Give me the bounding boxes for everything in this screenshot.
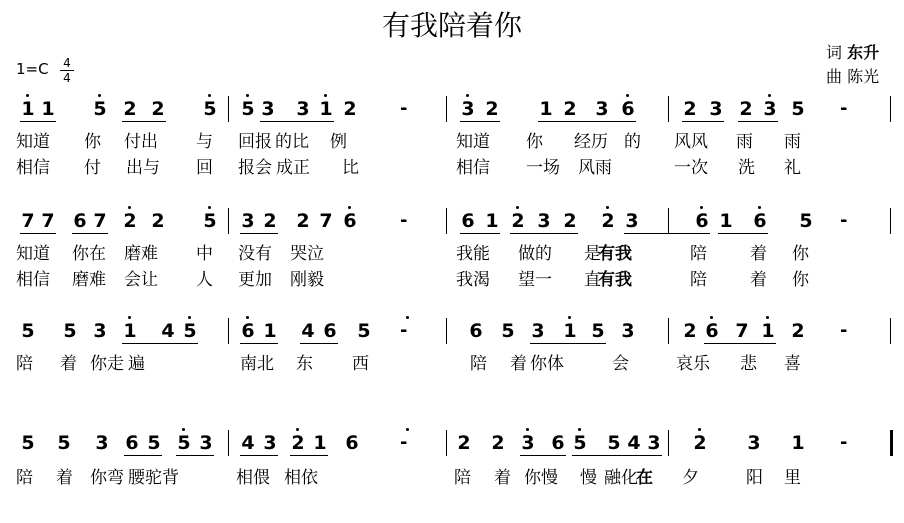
- lyric-verse-2: 人: [196, 270, 213, 290]
- jianpu-note: 1: [791, 432, 805, 454]
- octave-dot: [516, 206, 519, 209]
- beam-underline: [290, 455, 328, 456]
- jianpu-note: 2: [511, 210, 525, 232]
- octave-dot: [324, 94, 327, 97]
- bar-line: [668, 318, 669, 344]
- jianpu-note: 2: [457, 432, 471, 454]
- jianpu-note: 3: [461, 98, 475, 120]
- octave-dot: [406, 316, 409, 319]
- jianpu-note: 2: [683, 98, 697, 120]
- jianpu-note: 6: [753, 210, 767, 232]
- bar-line: [446, 96, 447, 122]
- jianpu-note: 1: [263, 320, 277, 342]
- beam-underline: [124, 455, 162, 456]
- jianpu-note: 3: [621, 320, 635, 342]
- lyric-verse-1: 雨: [784, 132, 801, 152]
- lyric-verse-1: 风风: [674, 132, 708, 152]
- jianpu-note: 2: [491, 432, 505, 454]
- lyric-verse-2: 一场: [526, 158, 560, 178]
- beam-underline: [300, 343, 338, 344]
- time-signature-top: 4: [63, 56, 71, 70]
- jianpu-note: 2: [151, 98, 165, 120]
- jianpu-note: 5: [177, 432, 191, 454]
- lyric-verse-2: 比: [342, 158, 359, 178]
- jianpu-note: 1: [719, 210, 733, 232]
- lyric-verse-1: 着: [60, 354, 77, 374]
- jianpu-note: 5: [357, 320, 371, 342]
- jianpu-note: 1: [319, 98, 333, 120]
- extension-dash: -: [840, 98, 848, 119]
- lyric-verse-2: 风雨: [578, 158, 612, 178]
- lyric-verse-1: 里: [784, 468, 801, 488]
- lyric-verse-1: 着: [750, 244, 767, 264]
- lyric-verse-1: 经历: [574, 132, 608, 152]
- jianpu-note: 6: [705, 320, 719, 342]
- octave-dot: [578, 428, 581, 431]
- bar-line: [446, 430, 447, 456]
- jianpu-note: 4: [627, 432, 641, 454]
- jianpu-note: 4: [161, 320, 175, 342]
- jianpu-note: 3: [531, 320, 545, 342]
- jianpu-note: 1: [123, 320, 137, 342]
- lyric-verse-1: 回报: [238, 132, 272, 152]
- bar-line: [668, 430, 669, 456]
- lyric-verse-2: 更加: [238, 270, 272, 290]
- lyric-verse-2: 相信: [456, 158, 490, 178]
- lyric-verse-1: 西: [352, 354, 369, 374]
- lyric-verse-1: 有我: [598, 244, 632, 264]
- beam-underline: [460, 233, 500, 234]
- lyric-verse-2: 相信: [16, 158, 50, 178]
- jianpu-note: 2: [791, 320, 805, 342]
- lyric-verse-2: 磨难: [72, 270, 106, 290]
- lyric-verse-1: 融化: [604, 468, 638, 488]
- lyricist-label: 词: [826, 43, 843, 62]
- jianpu-note: 6: [621, 98, 635, 120]
- jianpu-note: 7: [93, 210, 107, 232]
- jianpu-note: 3: [263, 432, 277, 454]
- jianpu-note: 2: [123, 98, 137, 120]
- bar-line: [890, 208, 891, 234]
- bar-line: [446, 208, 447, 234]
- lyric-verse-2: 我渴: [456, 270, 490, 290]
- lyric-verse-1: 在: [636, 468, 653, 488]
- beam-underline: [240, 455, 278, 456]
- lyric-verse-1: 遍: [128, 354, 145, 374]
- jianpu-note: 6: [695, 210, 709, 232]
- beam-underline: [624, 233, 710, 234]
- jianpu-note: 2: [263, 210, 277, 232]
- lyric-verse-1: 阳: [746, 468, 763, 488]
- jianpu-note: 6: [241, 320, 255, 342]
- lyric-verse-2: 一次: [674, 158, 708, 178]
- lyric-verse-2: 你: [792, 270, 809, 290]
- jianpu-note: 2: [485, 98, 499, 120]
- lyricist-credit: [826, 40, 879, 63]
- jianpu-note: 5: [799, 210, 813, 232]
- lyric-verse-1: 例: [330, 132, 347, 152]
- lyric-verse-2: 出与: [126, 158, 160, 178]
- bar-line: [228, 318, 229, 344]
- jianpu-note: 3: [93, 320, 107, 342]
- lyric-verse-1: 着: [56, 468, 73, 488]
- jianpu-note: 2: [123, 210, 137, 232]
- beam-underline: [260, 121, 334, 122]
- lyric-verse-1: 哭泣: [290, 244, 324, 264]
- jianpu-note: 1: [313, 432, 327, 454]
- key-signature: 1=C: [16, 60, 49, 78]
- extension-dash: -: [840, 320, 848, 341]
- lyric-verse-1: 你: [526, 132, 543, 152]
- octave-dot: [758, 206, 761, 209]
- octave-dot: [700, 206, 703, 209]
- octave-dot: [246, 316, 249, 319]
- jianpu-note: 5: [241, 98, 255, 120]
- beam-underline: [72, 233, 108, 234]
- jianpu-note: 5: [591, 320, 605, 342]
- lyric-verse-1: 腰驼背: [128, 468, 179, 488]
- octave-dot: [348, 206, 351, 209]
- octave-dot: [128, 316, 131, 319]
- jianpu-note: 2: [683, 320, 697, 342]
- jianpu-note: 5: [607, 432, 621, 454]
- lyric-verse-1: 陪: [470, 354, 487, 374]
- lyric-verse-1: 陪: [690, 244, 707, 264]
- jianpu-note: 5: [21, 320, 35, 342]
- bar-line: [890, 318, 891, 344]
- jianpu-note: 3: [521, 432, 535, 454]
- octave-dot: [208, 94, 211, 97]
- lyric-verse-1: 知道: [16, 244, 50, 264]
- jianpu-note: 3: [296, 98, 310, 120]
- jianpu-note: 6: [343, 210, 357, 232]
- extension-dash: -: [400, 210, 408, 231]
- lyric-verse-1: 是: [584, 244, 601, 264]
- octave-dot: [526, 428, 529, 431]
- jianpu-note: 6: [469, 320, 483, 342]
- lyric-verse-1: 陪: [16, 354, 33, 374]
- lyric-verse-1: 相偎: [236, 468, 270, 488]
- lyric-verse-1: 知道: [456, 132, 490, 152]
- lyric-verse-2: 直: [584, 270, 601, 290]
- beam-underline: [510, 233, 578, 234]
- lyric-verse-1: 喜: [784, 354, 801, 374]
- lyric-verse-2: 成正: [276, 158, 310, 178]
- extension-dash: -: [400, 320, 408, 341]
- lyric-verse-1: 南北: [240, 354, 274, 374]
- lyric-verse-2: 报会: [238, 158, 272, 178]
- jianpu-note: 1: [539, 98, 553, 120]
- beam-underline: [240, 343, 278, 344]
- lyric-verse-1: 你慢: [524, 468, 558, 488]
- lyric-verse-1: 你弯: [90, 468, 124, 488]
- composer-label: 曲: [826, 67, 843, 86]
- jianpu-note: 1: [563, 320, 577, 342]
- octave-dot: [766, 316, 769, 319]
- lyric-verse-1: 会: [612, 354, 629, 374]
- composer-credit: [826, 64, 879, 87]
- jianpu-note: 3: [199, 432, 213, 454]
- octave-dot: [128, 206, 131, 209]
- jianpu-note: 5: [203, 210, 217, 232]
- lyric-verse-2: 着: [750, 270, 767, 290]
- beam-underline: [682, 121, 724, 122]
- beam-underline: [240, 233, 278, 234]
- bar-line: [890, 96, 891, 122]
- lyric-verse-1: 哀乐: [676, 354, 710, 374]
- jianpu-note: 5: [183, 320, 197, 342]
- jianpu-note: 2: [151, 210, 165, 232]
- octave-dot: [466, 94, 469, 97]
- jianpu-note: 5: [203, 98, 217, 120]
- octave-dot: [406, 428, 409, 431]
- lyricist-name: 东升: [847, 43, 880, 62]
- jianpu-note: 2: [291, 432, 305, 454]
- lyric-verse-1: 没有: [238, 244, 272, 264]
- bar-line: [228, 96, 229, 122]
- lyric-verse-1: 你: [792, 244, 809, 264]
- jianpu-note: 3: [763, 98, 777, 120]
- lyric-verse-1: 东: [296, 354, 313, 374]
- jianpu-note: 4: [241, 432, 255, 454]
- octave-dot: [98, 94, 101, 97]
- lyric-verse-2: 礼: [784, 158, 801, 178]
- beam-underline: [572, 455, 662, 456]
- octave-dot: [698, 428, 701, 431]
- lyric-verse-1: 陪: [16, 468, 33, 488]
- beam-underline: [530, 343, 606, 344]
- octave-dot: [208, 206, 211, 209]
- lyric-verse-1: 雨: [736, 132, 753, 152]
- lyric-verse-2: 陪: [690, 270, 707, 290]
- jianpu-note: 6: [551, 432, 565, 454]
- lyric-verse-2: 刚毅: [290, 270, 324, 290]
- jianpu-note: 5: [57, 432, 71, 454]
- octave-dot: [710, 316, 713, 319]
- octave-dot: [182, 428, 185, 431]
- lyric-verse-1: 你走: [90, 354, 124, 374]
- jianpu-note: 5: [63, 320, 77, 342]
- jianpu-note: 6: [461, 210, 475, 232]
- jianpu-note: 5: [501, 320, 515, 342]
- time-signature: [60, 56, 74, 85]
- lyric-verse-2: 望一: [518, 270, 552, 290]
- bar-line: [668, 208, 669, 234]
- lyric-verse-1: 陪: [454, 468, 471, 488]
- beam-underline: [738, 121, 778, 122]
- jianpu-note: 2: [601, 210, 615, 232]
- lyric-verse-1: 的比: [275, 132, 309, 152]
- beam-underline: [20, 233, 56, 234]
- jianpu-note: 3: [537, 210, 551, 232]
- jianpu-note: 4: [301, 320, 315, 342]
- octave-dot: [26, 94, 29, 97]
- jianpu-note: 6: [73, 210, 87, 232]
- beam-underline: [122, 121, 166, 122]
- lyric-verse-1: 你: [84, 132, 101, 152]
- jianpu-note: 3: [625, 210, 639, 232]
- lyric-verse-1: 付出: [124, 132, 158, 152]
- octave-dot: [626, 94, 629, 97]
- jianpu-note: 7: [41, 210, 55, 232]
- lyric-verse-1: 的: [624, 132, 641, 152]
- bar-line: [668, 96, 669, 122]
- jianpu-note: 5: [21, 432, 35, 454]
- bar-line: [890, 430, 893, 456]
- jianpu-note: 2: [563, 210, 577, 232]
- octave-dot: [296, 428, 299, 431]
- jianpu-note: 3: [95, 432, 109, 454]
- beam-underline: [122, 343, 198, 344]
- jianpu-note: 7: [319, 210, 333, 232]
- bar-line: [228, 208, 229, 234]
- jianpu-note: 3: [241, 210, 255, 232]
- lyric-verse-1: 知道: [16, 132, 50, 152]
- octave-dot: [568, 316, 571, 319]
- jianpu-note: 1: [41, 98, 55, 120]
- octave-dot: [188, 316, 191, 319]
- jianpu-note: 6: [323, 320, 337, 342]
- jianpu-note: 2: [693, 432, 707, 454]
- lyric-verse-1: 磨难: [124, 244, 158, 264]
- beam-underline: [704, 343, 776, 344]
- lyric-verse-1: 悲: [740, 354, 757, 374]
- extension-dash: -: [400, 98, 408, 119]
- jianpu-note: 2: [296, 210, 310, 232]
- time-signature-bottom: 4: [60, 70, 74, 85]
- beam-underline: [20, 121, 56, 122]
- lyric-verse-2: 洗: [738, 158, 755, 178]
- jianpu-note: 3: [747, 432, 761, 454]
- jianpu-note: 2: [563, 98, 577, 120]
- jianpu-note: 3: [709, 98, 723, 120]
- lyric-verse-1: 你在: [72, 244, 106, 264]
- extension-dash: -: [840, 210, 848, 231]
- jianpu-note: 5: [791, 98, 805, 120]
- jianpu-note: 3: [647, 432, 661, 454]
- lyric-verse-1: 慢: [580, 468, 597, 488]
- jianpu-note: 6: [345, 432, 359, 454]
- lyric-verse-2: 付: [84, 158, 101, 178]
- jianpu-note: 1: [761, 320, 775, 342]
- lyric-verse-2: 相信: [16, 270, 50, 290]
- jianpu-note: 1: [21, 98, 35, 120]
- jianpu-note: 5: [573, 432, 587, 454]
- song-title: 有我陪着你: [381, 9, 522, 42]
- lyric-verse-1: 夕: [682, 468, 699, 488]
- composer-name: 陈光: [847, 67, 880, 86]
- octave-dot: [246, 94, 249, 97]
- bar-line: [446, 318, 447, 344]
- bar-line: [228, 430, 229, 456]
- jianpu-note: 6: [125, 432, 139, 454]
- jianpu-note: 1: [485, 210, 499, 232]
- jianpu-note: 3: [261, 98, 275, 120]
- jianpu-note: 3: [595, 98, 609, 120]
- lyric-verse-1: 你体: [530, 354, 564, 374]
- lyric-verse-1: 我能: [456, 244, 490, 264]
- jianpu-note: 2: [343, 98, 357, 120]
- lyric-verse-2: 回: [196, 158, 213, 178]
- beam-underline: [460, 121, 500, 122]
- jianpu-note: 7: [735, 320, 749, 342]
- beam-underline: [718, 233, 768, 234]
- jianpu-note: 5: [147, 432, 161, 454]
- jianpu-note: 5: [93, 98, 107, 120]
- jianpu-note: 7: [21, 210, 35, 232]
- beam-underline: [176, 455, 214, 456]
- beam-underline: [520, 455, 566, 456]
- octave-dot: [768, 94, 771, 97]
- lyric-verse-1: 中: [196, 244, 213, 264]
- octave-dot: [606, 206, 609, 209]
- lyric-verse-2: 有我: [598, 270, 632, 290]
- lyric-verse-2: 会让: [124, 270, 158, 290]
- extension-dash: -: [840, 432, 848, 453]
- lyric-verse-1: 与: [196, 132, 213, 152]
- lyric-verse-1: 着: [510, 354, 527, 374]
- lyric-verse-1: 做的: [518, 244, 552, 264]
- lyric-verse-1: 着: [494, 468, 511, 488]
- jianpu-note: 2: [739, 98, 753, 120]
- lyric-verse-1: 相依: [284, 468, 318, 488]
- extension-dash: -: [400, 432, 408, 453]
- beam-underline: [538, 121, 636, 122]
